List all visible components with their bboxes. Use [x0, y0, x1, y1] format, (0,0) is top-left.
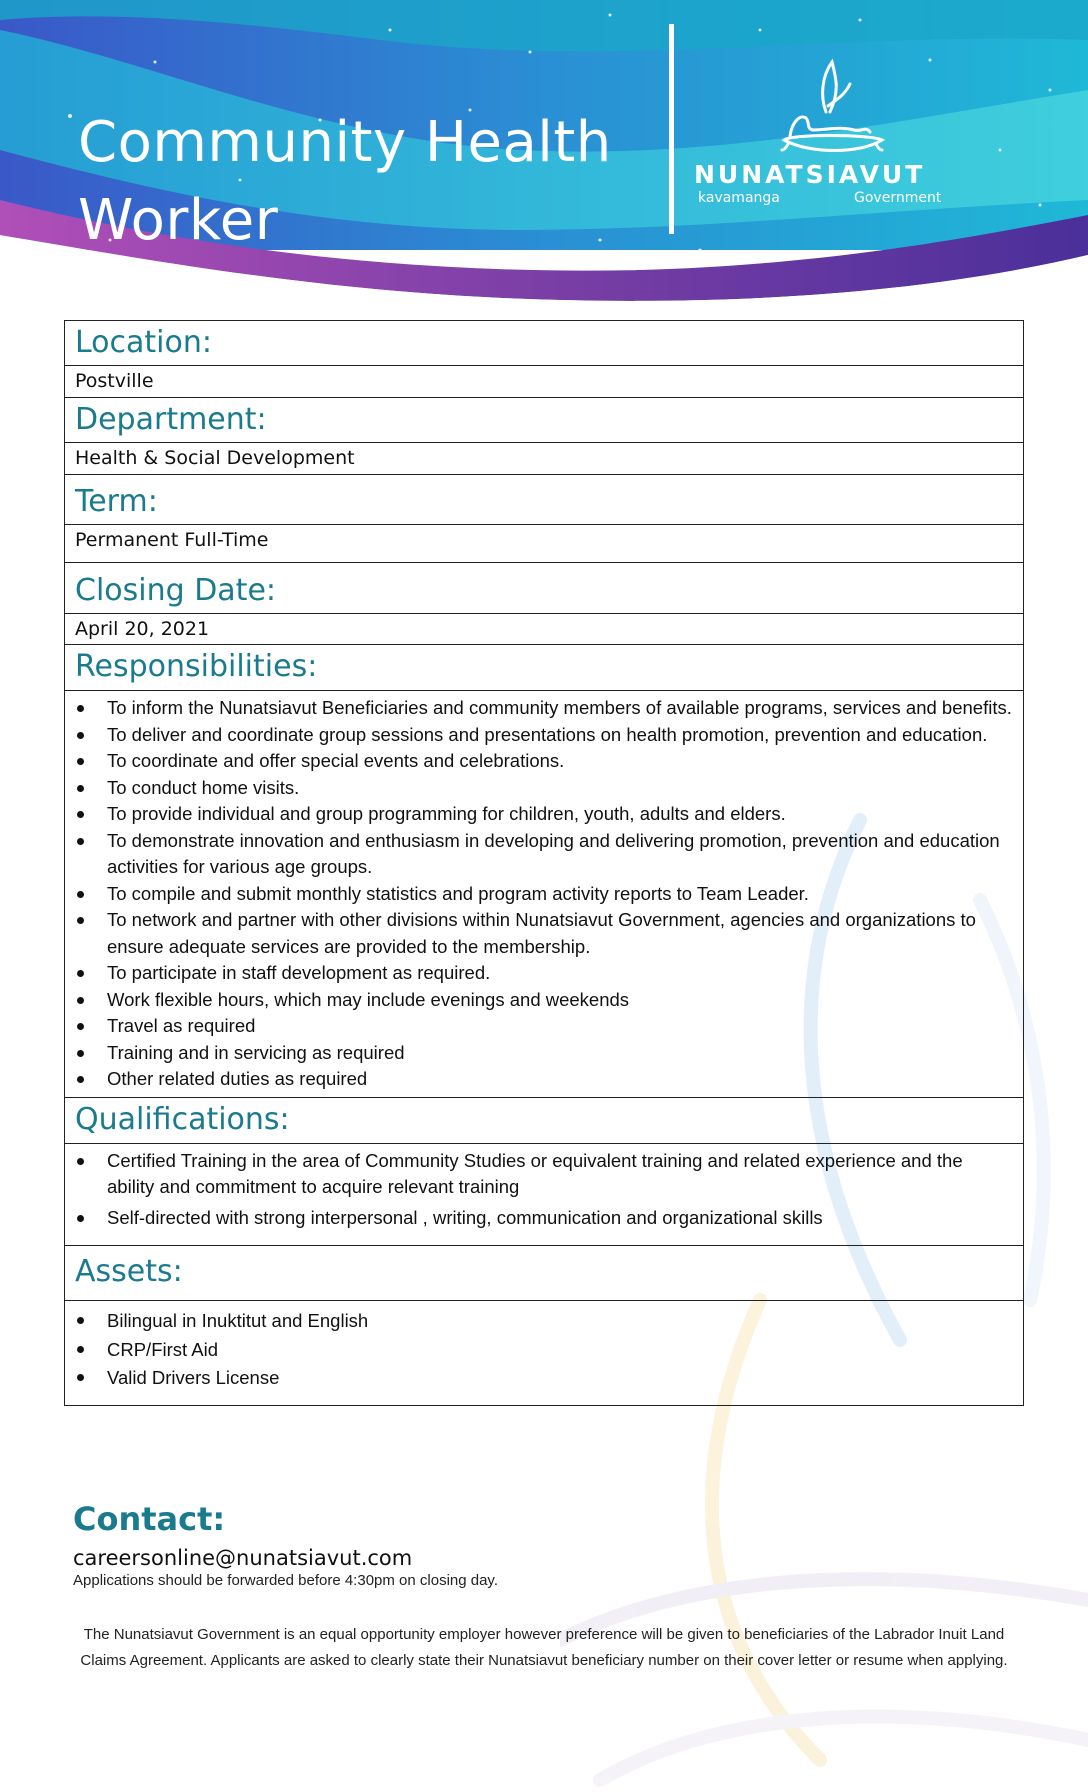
assets-list [65, 1301, 1023, 1405]
page-title [78, 104, 612, 260]
logo-subtitle-left: kavamanga [698, 190, 780, 206]
list-item: CRP/First Aid [75, 1336, 1013, 1365]
list-item: Self-directed with strong interpersonal , writing, communication and organizational skills [75, 1205, 1013, 1232]
location-heading: Location: [65, 321, 1023, 366]
list-item: To coordinate and offer special events and celebrations. [75, 748, 1013, 775]
list-item: To deliver and coordinate group sessions and presentations on health promotion, prevention and education. [75, 722, 1013, 749]
term-heading: Term: [65, 475, 1023, 525]
assets-heading: Assets: [65, 1246, 1023, 1301]
equal-opportunity-statement: The Nunatsiavut Government is an equal opportunity employer however preference will be given to beneficiaries of the Labrador Inuit Land Claims Agreement. Applicants are asked to clearly state their Nunatsiavut beneficiary number on their cover letter or resume when applying. [80, 1626, 1008, 1669]
nunatsiavut-logo [694, 56, 954, 216]
responsibilities-heading: Responsibilities: [65, 645, 1023, 691]
header-divider [669, 24, 674, 234]
contact-section [73, 1500, 1033, 1589]
responsibilities-list [65, 691, 1023, 1098]
application-deadline-note: Applications should be forwarded before 4:30pm on closing day. [73, 1572, 498, 1589]
closing-date-value: April 20, 2021 [65, 614, 1023, 645]
list-item: Travel as required [75, 1013, 1013, 1040]
contact-email-link[interactable]: careersonline@nunatsiavut.com [73, 1546, 413, 1570]
title-line-1: Community Health [78, 110, 612, 175]
list-item: Certified Training in the area of Community Studies or equivalent training and related experience and the ability and commitment to acquire relevant training [75, 1148, 1013, 1201]
job-details-form [64, 320, 1024, 1406]
qulliq-lamp-icon [770, 56, 890, 156]
department-heading: Department: [65, 398, 1023, 443]
department-value: Health & Social Development [65, 443, 1023, 475]
list-item: To conduct home visits. [75, 775, 1013, 802]
list-item: Other related duties as required [75, 1066, 1013, 1093]
location-value: Postville [65, 366, 1023, 398]
contact-heading: Contact: [73, 1500, 226, 1538]
list-item: Training and in servicing as required [75, 1040, 1013, 1067]
qualifications-heading: Qualifications: [65, 1098, 1023, 1144]
list-item: To compile and submit monthly statistics and program activity reports to Team Leader. [75, 881, 1013, 908]
closing-date-heading: Closing Date: [65, 563, 1023, 614]
logo-wordmark: NUNATSIAVUT [694, 160, 926, 189]
list-item: Bilingual in Inuktitut and English [75, 1307, 1013, 1336]
list-item: To participate in staff development as required. [75, 960, 1013, 987]
list-item: To provide individual and group programming for children, youth, adults and elders. [75, 801, 1013, 828]
list-item: To demonstrate innovation and enthusiasm in developing and delivering promotion, prevention and education activities for various age groups. [75, 828, 1013, 881]
term-value: Permanent Full-Time [65, 525, 1023, 563]
title-line-2: Worker [78, 188, 279, 253]
list-item: Work flexible hours, which may include evenings and weekends [75, 987, 1013, 1014]
list-item: Valid Drivers License [75, 1364, 1013, 1393]
list-item: To inform the Nunatsiavut Beneficiaries and community members of available programs, services and benefits. [75, 695, 1013, 722]
list-item: To network and partner with other divisions within Nunatsiavut Government, agencies and organizations to ensure adequate services are provided to the membership. [75, 907, 1013, 960]
qualifications-list [65, 1144, 1023, 1247]
logo-subtitle-right: Government [854, 190, 942, 206]
